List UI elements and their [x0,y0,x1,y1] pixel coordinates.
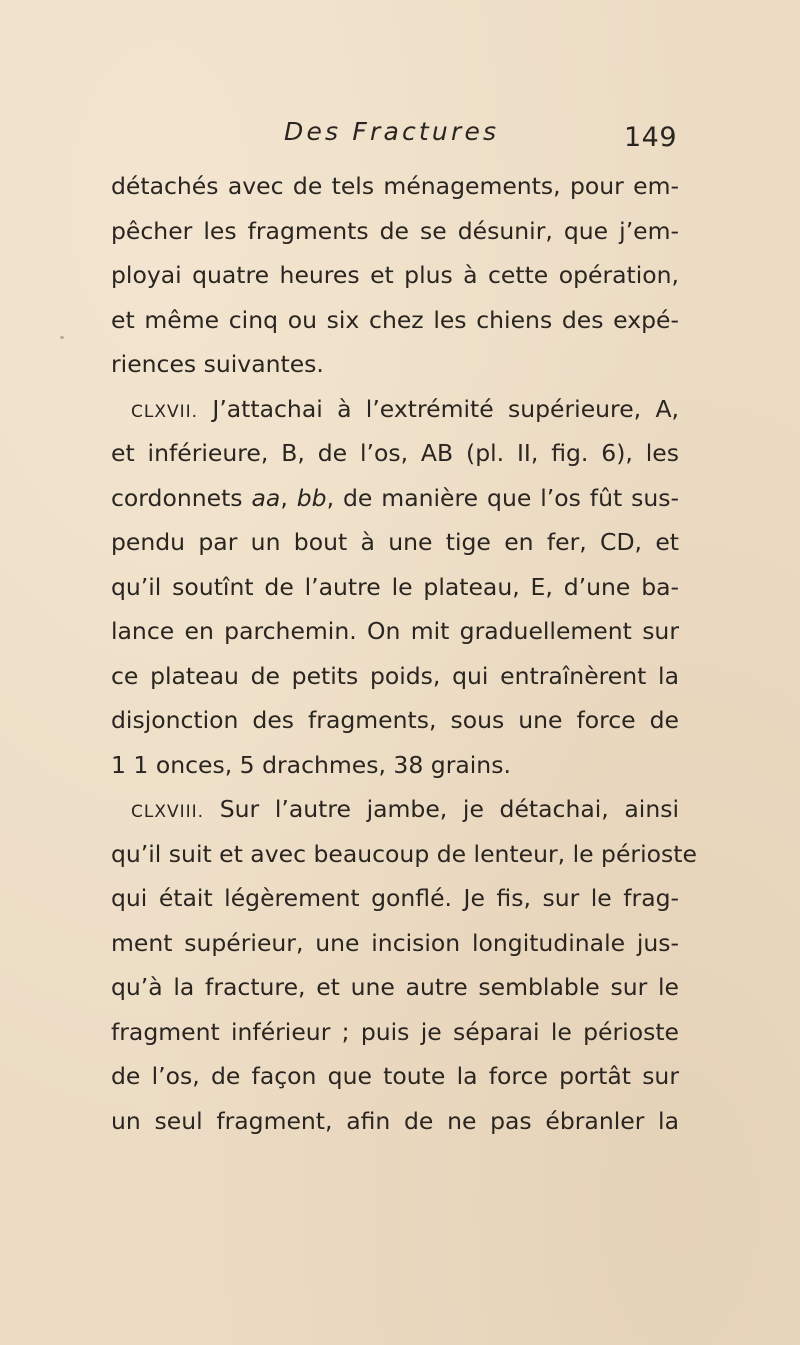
paper-speck [60,336,64,339]
line3-text-a: cordonnets [111,483,252,512]
text-line-1: détachés avec de tels ménagements, pour em- [111,172,679,200]
text-line-2: pêcher les fragments de se désunir, que j’em- [111,216,679,245]
paragraph-168-line-3: qui était légèrement gonflé. Je fis, sur le frag- [111,884,679,912]
paragraph-168-line-2: qu’il suit et avec beaucoup de lenteur, le périoste [111,839,697,868]
paragraph-167-line-4: pendu par un bout à une tige en fer, CD, et [111,528,679,556]
paragraph-167-line-6: lance en parchemin. On mit graduellement sur [111,617,679,645]
paragraph-number-167: CLXVII. [131,401,199,422]
paragraph-168-line-4: ment supérieur, une incision longitudinale jus- [111,928,679,957]
line3-text-b: , de manière que l’os fût sus- [326,483,679,512]
body-text [111,164,697,1143]
paragraph-167-line-1 [111,387,679,432]
paragraph-167-line-1-text: J’attachai à l’extrémité supérieure, A, [198,394,679,423]
cord-label-aa: aa [251,483,281,512]
paragraph-168-line-5: qu’à la fracture, et une autre semblable sur le [111,973,679,1001]
paragraph-168-line-7: de l’os, de façon que toute la force portât sur [111,1062,679,1090]
paragraph-168-line-8: un seul fragment, afin de ne pas ébranler la [111,1106,679,1135]
paragraph-167-line-7: ce plateau de petits poids, qui entraînèrent la [111,661,679,690]
paragraph-168-line-6: fragment inférieur ; puis je séparai le périoste [111,1017,679,1046]
line3-sep: , [280,483,297,512]
paragraph-167-line-9: 1 1 onces, 5 drachmes, 38 grains. [111,750,511,779]
paragraph-167-line-8: disjonction des fragments, sous une force de [111,706,679,734]
paragraph-number-168: CLXVIII. [131,802,205,822]
text-line-4: et même cinq ou six chez les chiens des expé- [111,305,679,334]
paragraph-168-line-1-text: Sur l’autre jambe, je détachai, ainsi [204,795,679,823]
paragraph-168-line-1 [111,787,679,832]
page-number: 149 [624,122,678,153]
paragraph-167-line-2: et inférieure, B, de l’os, AB (pl. II, fig. 6), les [111,439,679,467]
text-line-3: ployai quatre heures et plus à cette opération, [111,261,679,289]
cord-label-bb: bb [296,483,327,512]
paragraph-167-line-5: qu’il soutînt de l’autre le plateau, E, d’une ba- [111,572,679,601]
running-title: Des Fractures [284,117,500,146]
paragraph-167-line-3 [111,476,679,521]
text-line-5: riences suivantes. [111,350,324,378]
